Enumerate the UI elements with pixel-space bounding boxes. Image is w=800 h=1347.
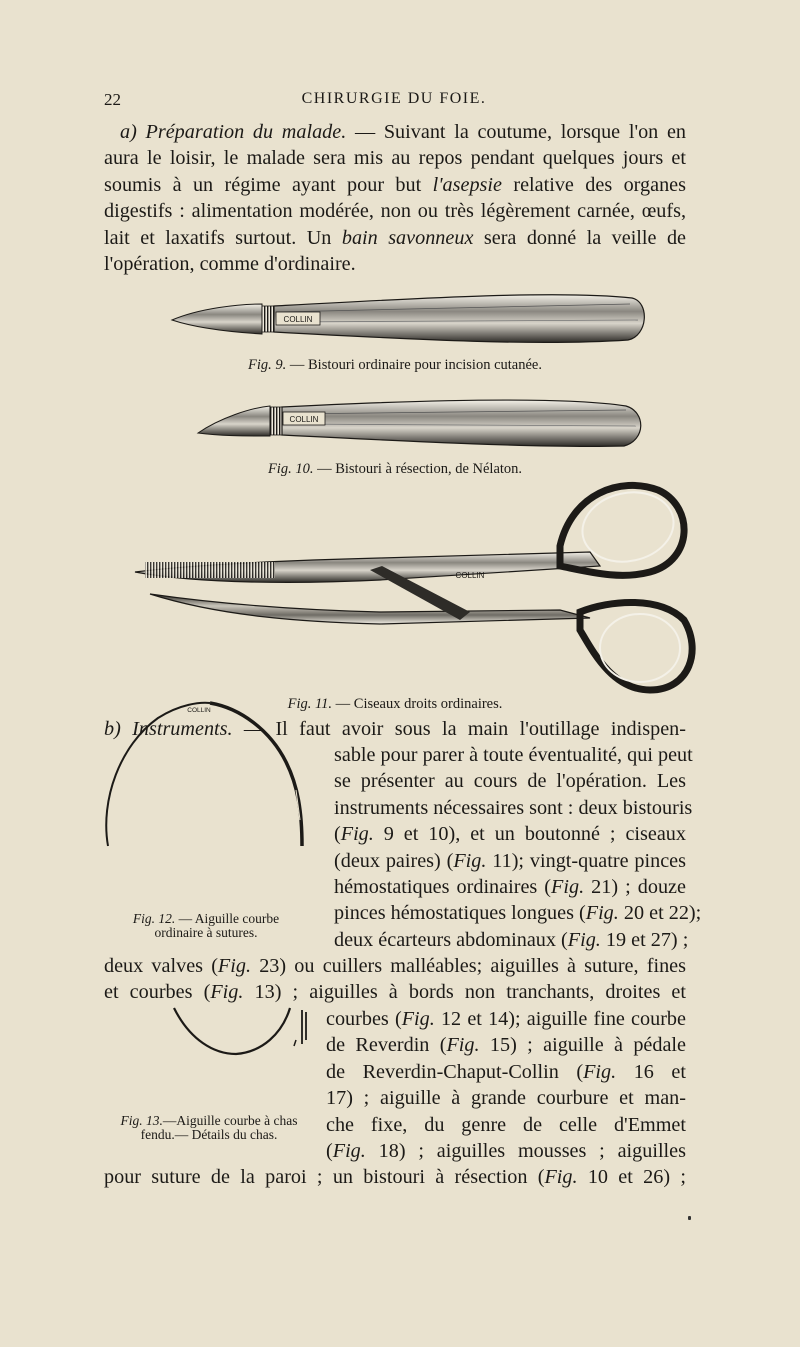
fig-9-stamp: COLLIN (283, 315, 313, 324)
fig-9-label: Fig. 9. (248, 357, 287, 373)
fig-13-caption: Fig. 13.—Aiguille courbe à chas fendu.— Détails du chas. (120, 1113, 298, 1142)
section-b-wrapped-block-2: courbes (Fig. 12 et 14); aiguille fine courbe de Reverdin (Fig. 15) ; aiguille à pédale de Reverdin-Chaput-Collin (Fig. 16 et 17) ; aiguille à grande courbure et man- che fixe, du genre de celle d'Emmet (Fig. 18) ; aiguilles mousses ; aiguilles (326, 1008, 686, 1163)
fig-9-scalpel-drawing (172, 295, 644, 343)
ink-speck (688, 1216, 691, 1220)
section-a-emph-2: bain savonneux (341, 226, 474, 249)
fig-13-needle-drawing (174, 1008, 306, 1054)
section-b-full-lines: deux valves (Fig. 23) ou cuillers malléables; aiguilles à suture, fines et courbes (Fig. 13) ; aiguilles à bords non tranchants, droites et (104, 955, 686, 1004)
fig-10-stamp: COLLIN (289, 415, 319, 424)
section-b-wrapped-block-1: sable pour parer à toute éventualité, qui peut se présenter au cours de l'opération. Les instruments nécessaires sont : deux bistouris (Fig. 9 et 10), et un boutonné ; ciseaux (deux paires) (Fig. 11); vingt-quatre pinces hémostatiques ordinaires (Fig. 21) ; douze pinces hémostatiques longues (Fig. 20 et 22); deux écarteurs abdominaux (Fig. 19 et 27) ; (334, 744, 702, 951)
section-a-label: a) (120, 121, 137, 143)
fig-10-caption-text: — Bistouri à résection, de Nélaton. (313, 461, 523, 477)
fig-11-caption-text: — Ciseaux droits ordinaires. (332, 696, 503, 712)
section-b-title: Instruments. (132, 718, 233, 740)
section-b-label: b) (104, 718, 133, 740)
page-number: 22 (104, 90, 121, 109)
section-a-text-3: sera donné la veille de l'opération, comme d'ordinaire. (104, 226, 686, 276)
fig-12-stamp: COLLIN (187, 707, 211, 714)
fig-11-label: Fig. 11. (287, 696, 333, 712)
section-a-emph-1: l'asepsie (432, 173, 502, 196)
fig-11-scissors-drawing (135, 484, 692, 690)
fig-12-label: Fig. 12. (132, 911, 176, 926)
section-b-last-line: pour suture de la paroi ; un bistouri à résection (Fig. 10 et 26) ; (104, 1166, 686, 1188)
fig-11-caption (104, 696, 686, 713)
section-a-text-1: — Suivant la coutume, lorsque l'on en aura le loisir, le malade sera mis au repos pendant quelques jours et soumis à un régime ayant pour but (104, 121, 687, 196)
running-head: CHIRURGIE DU FOIE. (301, 90, 487, 107)
fig-12-caption: Fig. 12. — Aiguille courbe ordinaire à sutures. (132, 911, 280, 940)
fig-10-scalpel-drawing (198, 400, 641, 446)
fig-11-stamp: COLLIN (455, 571, 485, 580)
section-b-first-line: b) Instruments. — Il faut avoir sous la main l'outillage indispen- (104, 718, 686, 740)
fig-10-label: Fig. 10. (267, 461, 314, 477)
section-a-text-2: relative des organes digestifs : alimentation modérée, non ou très légèrement carnée, œufs, lait et laxatifs surtout. Un (104, 173, 686, 249)
fig-13-label: Fig. 13. (120, 1113, 163, 1128)
fig-9-caption (104, 357, 686, 374)
section-a-title: Préparation du malade. (145, 121, 347, 143)
fig-10-caption (104, 461, 686, 478)
fig-9-caption-text: — Bistouri ordinaire pour incision cutanée. (286, 357, 542, 373)
